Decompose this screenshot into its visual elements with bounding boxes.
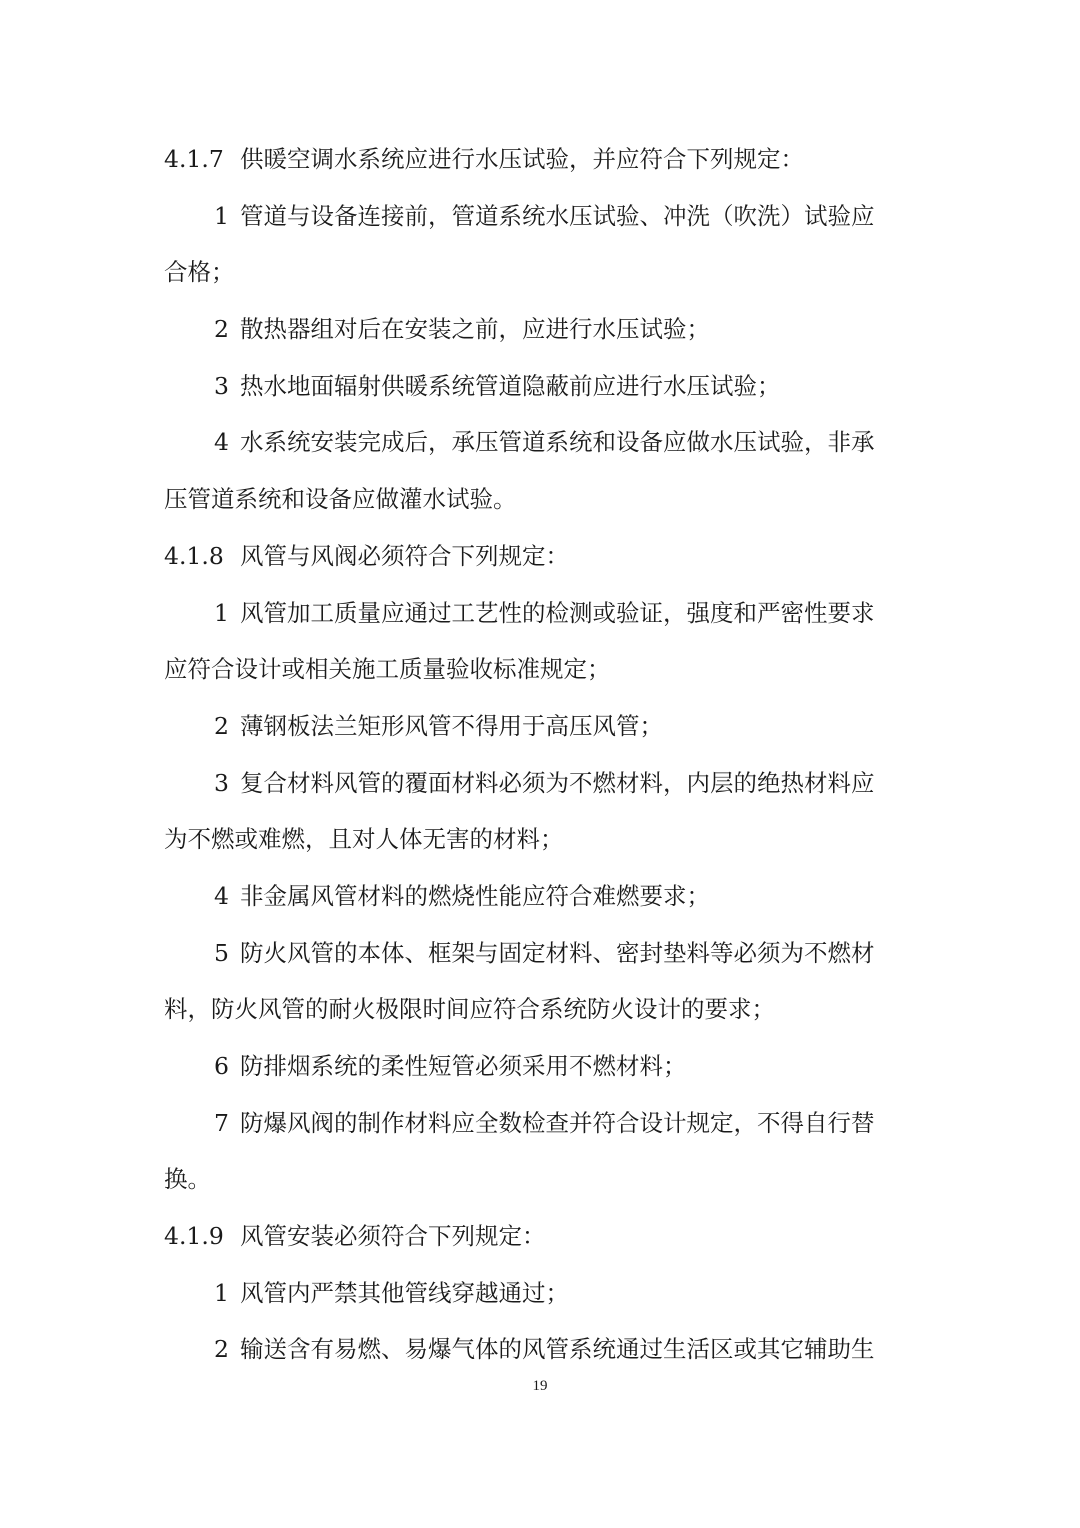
list-item-line [164,301,920,358]
item-text: 非金属风管材料的燃烧性能应符合难燃要求； [240,881,710,910]
clause-heading [164,131,920,188]
item-number: 1 [214,598,229,627]
list-item-line [164,1321,920,1378]
item-text: 热水地面辐射供暖系统管道隐蔽前应进行水压试验； [240,371,781,400]
list-item-line [164,925,920,982]
clause-title: 供暖空调水系统应进行水压试验，并应符合下列规定： [240,145,804,173]
list-item-continuation: 为不燃或难燃，且对人体无害的材料； [164,825,564,854]
clause-heading [164,528,920,585]
list-item-line [164,755,920,812]
item-number: 4 [214,881,229,910]
list-item-continuation: 应符合设计或相关施工质量验收标准规定； [164,655,611,684]
clause-title: 风管与风阀必须符合下列规定： [240,541,569,570]
item-number: 3 [214,768,229,797]
item-text: 管道与设备连接前，管道系统水压试验、冲洗（吹洗）试验应 [240,201,875,230]
list-item-line [164,585,920,642]
list-item-line [164,1265,920,1322]
list-item-line [164,868,920,925]
clause-number: 4.1.8 [164,541,224,570]
page-number: 19 [532,1378,548,1394]
document-body [164,131,920,1378]
item-number: 1 [214,201,229,230]
item-text: 复合材料风管的覆面材料必须为不燃材料，内层的绝热材料应 [240,768,875,797]
item-number: 2 [214,315,229,344]
item-text: 水系统安装完成后，承压管道系统和设备应做水压试验，非承 [240,428,875,457]
item-text: 输送含有易燃、易爆气体的风管系统通过生活区或其它辅助生 [240,1335,875,1364]
clause-number: 4.1.7 [164,145,224,173]
item-number: 4 [214,428,229,457]
item-number: 2 [214,711,229,740]
list-item-line [164,698,920,755]
clause-heading [164,1208,920,1265]
item-text: 风管加工质量应通过工艺性的检测或验证，强度和严密性要求 [240,598,875,627]
list-item-line [164,414,920,471]
item-number: 6 [214,1052,229,1080]
clause-title: 风管安装必须符合下列规定： [240,1222,546,1251]
list-item-line [164,358,920,415]
list-item-line [164,188,920,245]
item-number: 1 [214,1278,229,1307]
list-item-line [164,1038,920,1095]
item-text: 风管内严禁其他管线穿越通过； [240,1278,569,1307]
item-number: 7 [214,1108,229,1137]
item-number: 2 [214,1335,229,1364]
list-item-line [164,1095,920,1152]
item-text: 防爆风阀的制作材料应全数检查并符合设计规定，不得自行替 [240,1108,875,1137]
item-text: 防火风管的本体、框架与固定材料、密封垫料等必须为不燃材 [240,938,875,967]
list-item-continuation: 压管道系统和设备应做灌水试验。 [164,485,517,514]
item-text: 防排烟系统的柔性短管必须采用不燃材料； [240,1052,687,1080]
item-text: 薄钢板法兰矩形风管不得用于高压风管； [240,711,663,740]
clause-number: 4.1.9 [164,1222,224,1251]
list-item-continuation: 料，防火风管的耐火极限时间应符合系统防火设计的要求； [164,995,775,1024]
item-text: 散热器组对后在安装之前，应进行水压试验； [240,315,710,344]
item-number: 5 [214,938,229,967]
item-number: 3 [214,371,229,400]
list-item-continuation: 合格； [164,258,235,287]
list-item-continuation: 换。 [164,1165,211,1194]
